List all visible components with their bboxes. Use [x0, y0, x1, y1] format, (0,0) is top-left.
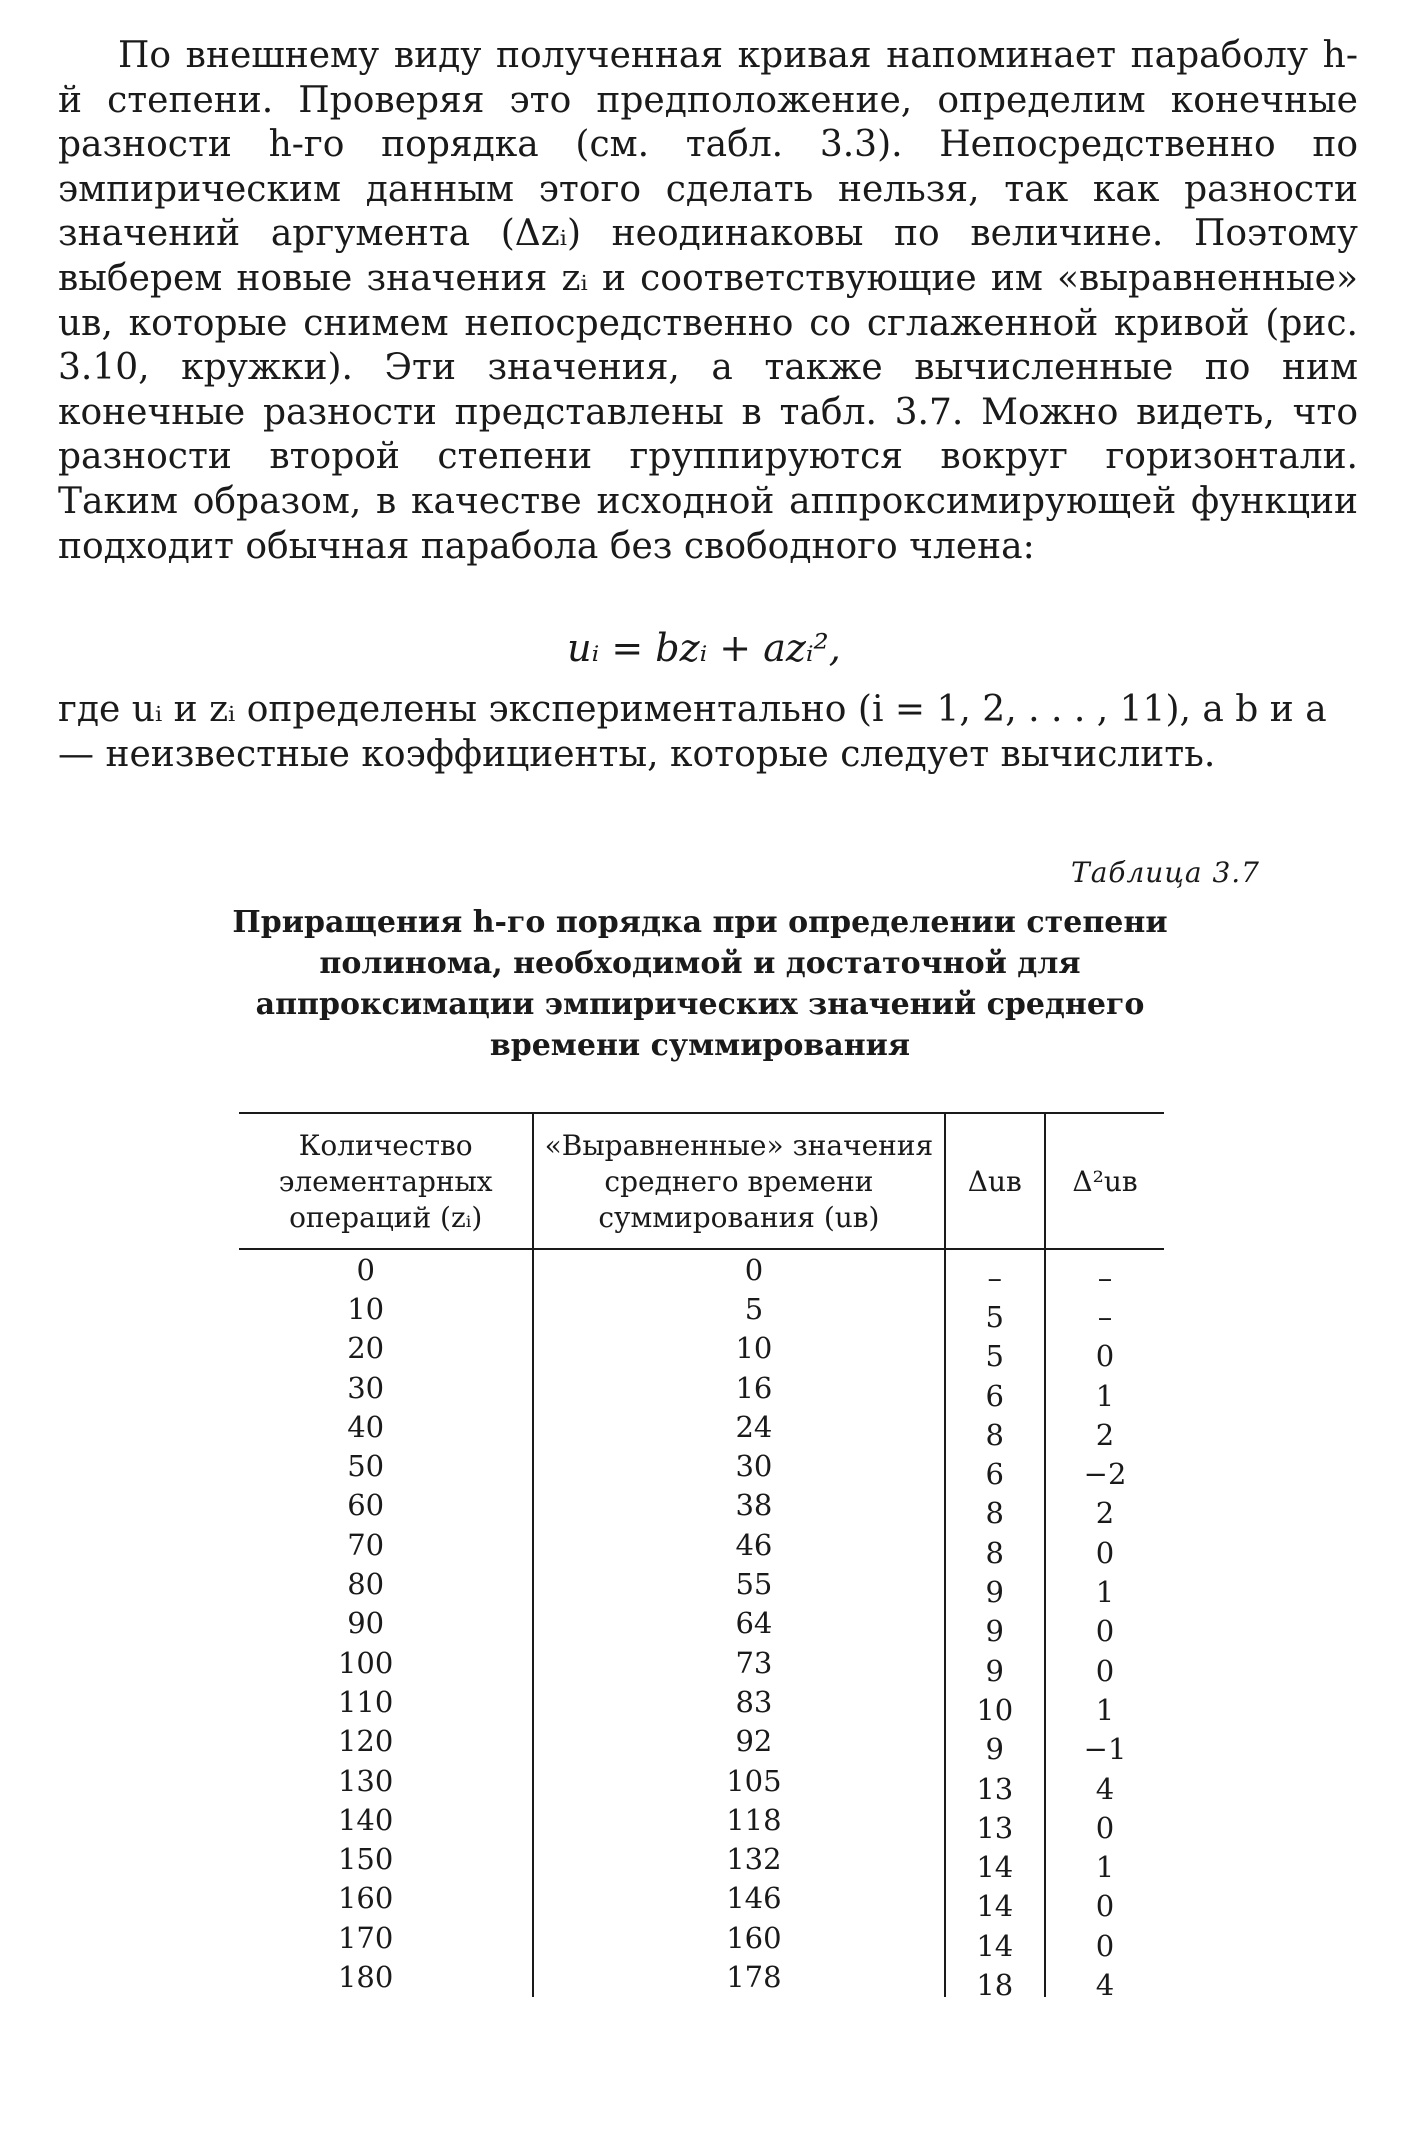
cell-first-difference: 9: [945, 1651, 1046, 1690]
cell-second-difference: 1: [1045, 1572, 1164, 1611]
cell-aligned-value: 46: [533, 1525, 944, 1564]
cell-second-difference: 0: [1045, 1651, 1164, 1690]
cell-operations-count: 70: [347, 1527, 385, 1562]
cell-second-difference: 0: [1045, 1533, 1164, 1572]
header-operations-count: Количество элементарных операций (zᵢ): [239, 1113, 533, 1249]
body-paragraph-2: где uᵢ и zᵢ определены экспериментально (i = 1, 2, . . . , 11), а b и a — неизвестные коэффициенты, которые следует вычислить.: [58, 689, 1327, 775]
cell-first-difference: 9: [945, 1572, 1046, 1611]
cell-operations-count: 80: [347, 1567, 385, 1602]
cell-aligned-value: 55: [533, 1564, 944, 1603]
cell-aligned-value: 118: [533, 1800, 944, 1839]
cell-second-difference: 2: [1045, 1415, 1164, 1454]
cell-second-difference: 1: [1045, 1690, 1164, 1729]
cell-aligned-value: 105: [533, 1761, 944, 1800]
cell-operations-count: 140: [337, 1802, 394, 1837]
cell-second-difference: 4: [1045, 1769, 1164, 1808]
cell-operations-count: 60: [347, 1488, 385, 1523]
cell-second-difference: 4: [1045, 1965, 1164, 2004]
cell-first-difference: 9: [945, 1730, 1046, 1769]
data-table: [239, 1112, 1164, 2002]
cell-operations-count: 150: [337, 1842, 394, 1877]
cell-first-difference: 14: [945, 1847, 1046, 1886]
cell-first-difference: 6: [945, 1454, 1046, 1493]
cell-first-difference: 5: [945, 1337, 1046, 1376]
cell-aligned-value: 10: [533, 1329, 944, 1368]
cell-second-difference: 2: [1045, 1494, 1164, 1533]
cell-operations-count: 0: [356, 1252, 375, 1287]
header-first-difference: Δuв: [945, 1113, 1046, 1249]
cell-operations-count: 180: [337, 1959, 394, 1994]
cell-aligned-value: 0: [533, 1249, 944, 1289]
cell-aligned-value: 160: [533, 1918, 944, 1957]
cell-first-difference: 13: [945, 1769, 1046, 1808]
table-body: [239, 1249, 1164, 2002]
cell-first-difference: 9: [945, 1612, 1046, 1651]
cell-aligned-value: 146: [533, 1879, 944, 1918]
cell-first-difference: 14: [945, 1887, 1046, 1926]
cell-aligned-value: 38: [533, 1486, 944, 1525]
cell-second-difference: −2: [1045, 1454, 1164, 1493]
cell-operations-count: 20: [347, 1331, 385, 1366]
cell-second-difference: 0: [1045, 1337, 1164, 1376]
cell-aligned-value: 92: [533, 1722, 944, 1761]
cell-operations-count: 50: [347, 1449, 385, 1484]
cell-operations-count: 90: [347, 1606, 385, 1641]
cell-aligned-value: 30: [533, 1446, 944, 1485]
cell-first-difference: 14: [945, 1926, 1046, 1965]
cell-second-difference: −1: [1045, 1730, 1164, 1769]
cell-aligned-value: 178: [533, 1957, 944, 1996]
cell-first-difference: 10: [945, 1690, 1046, 1729]
cell-operations-count: 130: [337, 1763, 394, 1798]
cell-aligned-value: 73: [533, 1643, 944, 1682]
cell-operations-count: 40: [347, 1409, 385, 1444]
cell-first-difference: 8: [945, 1533, 1046, 1572]
cell-aligned-value: 24: [533, 1407, 944, 1446]
cell-operations-count: 120: [337, 1724, 394, 1759]
cell-aligned-value: 64: [533, 1604, 944, 1643]
cell-operations-count: 30: [347, 1370, 385, 1405]
cell-first-difference: 13: [945, 1808, 1046, 1847]
cell-operations-count: 10: [347, 1291, 385, 1326]
body-paragraph-1: По внешнему виду полученная кривая напоминает параболу h-й степени. Проверяя это предположение, определим конечные разности h-го порядка (см. табл. 3.3). Непосредственно по эмпирическим данным этого сделать нельзя, так как разности значений аргумента (Δzᵢ) неодинаковы по величине. Поэтому выберем новые значения zᵢ и соответствующие им «выравненные» uв, которые снимем непосредственно со сглаженной кривой (рис. 3.10, кружки). Эти значения, а также вычисленные по ним конечные разности представлены в табл. 3.7. Можно видеть, что разности второй степени группируются вокруг горизонтали. Таким образом, в качестве исходной аппроксимирующей функции подходит обычная парабола без свободного члена:: [58, 35, 1358, 567]
cell-operations-count: 110: [337, 1684, 394, 1719]
header-aligned-values: «Выравненные» значения среднего времени суммирования (uв): [533, 1113, 944, 1249]
table-number-label: Таблица 3.7: [1071, 856, 1260, 889]
formula: uᵢ = bzᵢ + azᵢ²,: [567, 626, 841, 670]
cell-second-difference: 0: [1045, 1887, 1164, 1926]
cell-first-difference: 18: [945, 1965, 1046, 2004]
cell-second-difference: 1: [1045, 1376, 1164, 1415]
cell-operations-count: 160: [337, 1881, 394, 1916]
cell-first-difference: 8: [945, 1415, 1046, 1454]
cell-first-difference: –: [945, 1257, 1046, 1297]
table-row: [239, 1249, 1164, 1289]
cell-operations-count: 170: [337, 1920, 394, 1955]
table-caption: Приращения h-го порядка при определении степени полинома, необходимой и достаточной для аппроксимации эмпирических значений среднего времени суммирования: [232, 905, 1168, 1063]
table-header-row: [239, 1113, 1164, 1249]
cell-first-difference: 5: [945, 1297, 1046, 1336]
cell-second-difference: 1: [1045, 1847, 1164, 1886]
cell-second-difference: 0: [1045, 1926, 1164, 1965]
cell-first-difference: 8: [945, 1494, 1046, 1533]
cell-operations-count: 100: [337, 1645, 394, 1680]
cell-second-difference: –: [1045, 1257, 1164, 1297]
header-second-difference: Δ²uв: [1045, 1113, 1164, 1249]
cell-first-difference: 6: [945, 1376, 1046, 1415]
cell-aligned-value: 132: [533, 1839, 944, 1878]
cell-second-difference: –: [1045, 1297, 1164, 1336]
cell-second-difference: 0: [1045, 1808, 1164, 1847]
cell-aligned-value: 16: [533, 1368, 944, 1407]
cell-aligned-value: 83: [533, 1682, 944, 1721]
cell-aligned-value: 5: [533, 1289, 944, 1328]
cell-second-difference: 0: [1045, 1612, 1164, 1651]
